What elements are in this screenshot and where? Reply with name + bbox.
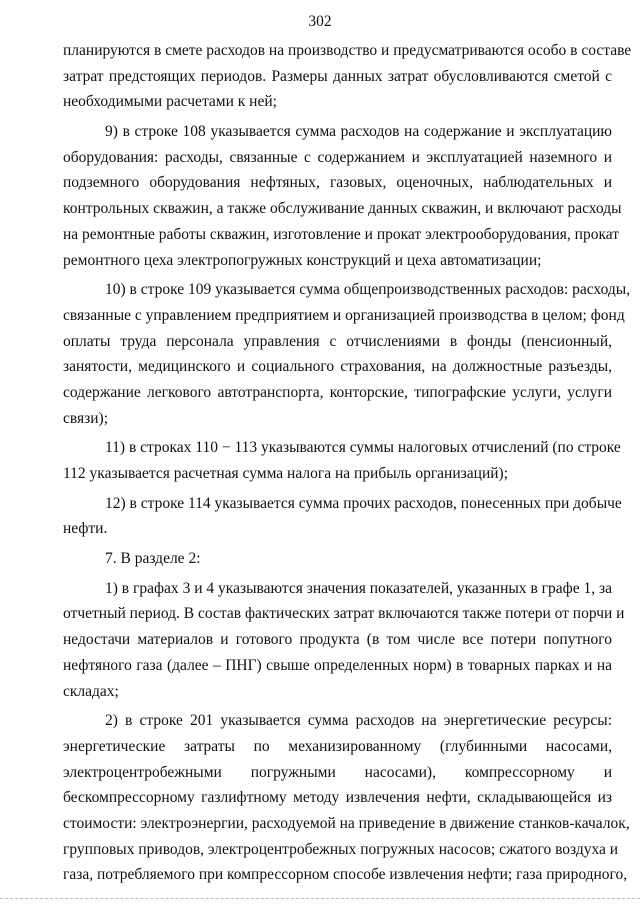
text-line: нефти. — [63, 520, 108, 538]
text-line: 1) в графах 3 и 4 указываются значения показателей, указанных в графе 1, за — [105, 579, 612, 597]
text-line: 7. В разделе 2: — [105, 550, 201, 568]
text-line: стоимости: электроэнергии, расходуемой на приведение в движение станков-качалок, — [63, 814, 630, 832]
text-line: связанные с управлением предприятием и организацией производства в целом; фонд — [63, 306, 625, 324]
text-line: 2) в строке 201 указывается сумма расходов на энергетические ресурсы: — [105, 712, 612, 730]
text-line: контрольных скважин, а также обслуживание данных скважин, и включают расходы — [63, 200, 622, 218]
text-line: связи); — [63, 409, 109, 427]
text-line: 10) в строке 109 указывается сумма общепроизводственных расходов: расходы, — [105, 281, 631, 299]
text-line: на ремонтные работы скважин, изготовление и прокат электрооборудования, прокат — [63, 225, 619, 243]
text-line: недостачи материалов и готового продукта (в том числе все потери попутного — [63, 631, 612, 649]
text-line: газа, потребляемого при компрессорном способе извлечения нефти; газа природного, — [63, 866, 628, 884]
text-line: отчетный период. В состав фактических затрат включаются также потери от порчи и — [63, 605, 625, 623]
page-number: 302 — [308, 13, 332, 30]
text-line: содержание легкового автотранспорта, конторские, типографские услуги, услуги — [63, 383, 612, 401]
text-line: необходимыми расчетами к ней; — [63, 93, 277, 111]
text-line: 112 указывается расчетная сумма налога на прибыль организаций); — [63, 465, 509, 482]
text-line: складах; — [63, 682, 119, 700]
text-line: энергетические затраты по механизированному (глубинными насосами, — [63, 737, 612, 755]
text-line: 11) в строках 110 − 113 указываются суммы налоговых отчислений (по строке — [105, 439, 621, 457]
text-line: групповых приводов, электроцентробежных погружных насосов; сжатого воздуха и — [63, 840, 619, 858]
text-line: оплаты труда персонала управления с отчислениями в фонды (пенсионный, — [63, 332, 612, 350]
text-line: подземного оборудования нефтяных, газовых, оценочных, наблюдательных и — [63, 174, 612, 192]
text-line: 9) в строке 108 указывается сумма расходов на содержание и эксплуатацию — [105, 123, 612, 141]
body-text — [63, 38, 632, 888]
text-line: планируются в смете расходов на производство и предусматриваются особо в составе — [63, 42, 632, 59]
text-line: 12) в строке 114 указывается сумма прочих расходов, понесенных при добыче — [105, 494, 622, 512]
text-line: бескомпрессорному газлифтному методу извлечения нефти, складывающейся из — [63, 789, 612, 807]
text-line: затрат предстоящих периодов. Размеры данных затрат обусловливаются сметой с — [63, 67, 612, 85]
text-line: ремонтного цеха электропогружных конструкций и цеха автоматизации; — [63, 251, 542, 269]
text-line: нефтяного газа (далее – ПНГ) свыше определенных норм) в товарных парках и на — [63, 656, 612, 674]
text-line: оборудования: расходы, связанные с содержанием и эксплуатацией наземного и — [63, 148, 612, 166]
text-line: занятости, медицинского и социального страхования, на должностные разъезды, — [63, 358, 612, 376]
text-line: электроцентробежными погружными насосами), компрессорному и — [63, 763, 612, 781]
page-bottom-edge — [0, 898, 640, 899]
